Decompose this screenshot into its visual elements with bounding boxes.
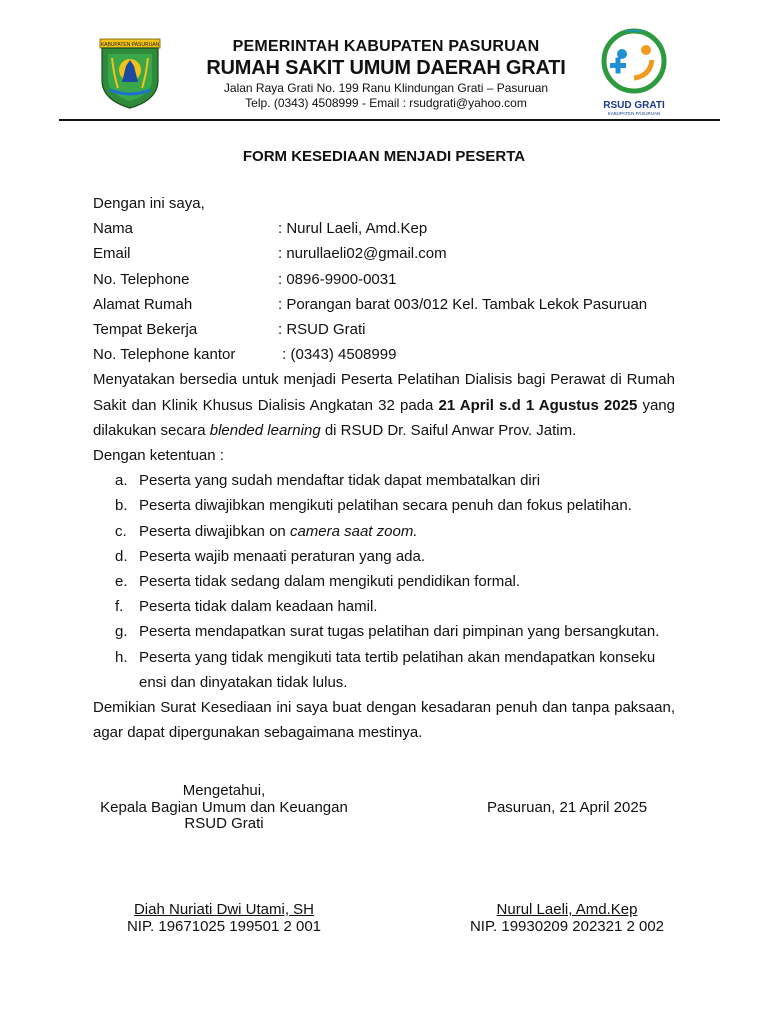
field-row-workplace xyxy=(93,317,675,342)
government-name: PEMERINTAH KABUPATEN PASURUAN xyxy=(232,38,540,55)
field-value: : Porangan barat 003/012 Kel. Tambak Lekok Pasuruan xyxy=(278,295,648,313)
list-marker: a. xyxy=(115,472,128,490)
identity-fields xyxy=(93,216,675,367)
signer-right xyxy=(456,901,678,935)
field-row-office-telephone xyxy=(93,342,675,367)
list-marker: b. xyxy=(115,497,128,515)
statement-text: Menyatakan bersedia untuk menjadi Peserta Pelatihan Dialisis bagi Perawat di Rumah Sakit dan Klinik Khusus Dialisis Angkatan 32 pada xyxy=(93,371,675,414)
svg-text:KABUPATEN PASURUAN: KABUPATEN PASURUAN xyxy=(100,42,160,48)
signer-institution: RSUD Grati xyxy=(184,815,264,832)
statement-text: yang dilakukan secara xyxy=(93,396,675,439)
list-item xyxy=(93,645,675,695)
list-item xyxy=(93,519,675,544)
terms-intro: Dengan ketentuan : xyxy=(93,447,224,465)
list-item xyxy=(93,619,675,644)
field-value: : Nurul Laeli, Amd.Kep xyxy=(278,220,428,238)
list-item-text: Peserta tidak sedang dalam mengikuti pendidikan formal. xyxy=(139,573,521,591)
field-row-telephone xyxy=(93,267,675,292)
list-marker: e. xyxy=(115,573,128,591)
field-row-address xyxy=(93,292,675,317)
list-item-text: Peserta tidak dalam keadaan hamil. xyxy=(139,598,378,616)
list-item xyxy=(93,569,675,594)
list-item xyxy=(93,468,675,493)
form-body xyxy=(93,191,675,745)
statement-paragraph xyxy=(93,367,675,443)
list-item xyxy=(93,594,675,619)
signer-nip: NIP. 19930209 202321 2 002 xyxy=(469,918,665,935)
field-row-name xyxy=(93,216,675,241)
place-date: Pasuruan, 21 April 2025 xyxy=(486,799,648,816)
signature-block-left xyxy=(84,783,364,833)
field-row-email xyxy=(93,241,675,266)
field-value: : nurullaeli02@gmail.com xyxy=(278,245,447,263)
intro-text: Dengan ini saya, xyxy=(93,195,205,212)
form-title: FORM KESEDIAAN MENJADI PESERTA xyxy=(242,148,526,165)
list-item xyxy=(93,493,675,518)
field-label: No. Telephone kantor xyxy=(93,346,236,364)
signer-nip: NIP. 19671025 199501 2 001 xyxy=(126,918,322,935)
list-item-text: Peserta mendapatkan surat tugas pelatihan dari pimpinan yang bersangkutan. xyxy=(139,623,660,641)
signer-name: Diah Nuriati Dwi Utami, SH xyxy=(133,901,315,918)
list-item-text: Peserta diwajibkan on camera saat zoom. xyxy=(139,522,418,540)
hospital-address: Jalan Raya Grati No. 199 Ranu Klindungan Grati – Pasuruan xyxy=(223,81,549,95)
list-marker: d. xyxy=(115,547,128,565)
list-marker: g. xyxy=(115,623,128,641)
signature-block-right xyxy=(456,800,678,817)
list-item-text: Peserta diwajibkan mengikuti pelatihan secara penuh dan fokus pelatihan. xyxy=(139,497,632,515)
field-label: Nama xyxy=(93,220,134,238)
statement-dates: 21 April s.d 1 Agustus 2025 xyxy=(438,396,638,414)
field-value: : RSUD Grati xyxy=(278,321,366,339)
field-label: Alamat Rumah xyxy=(93,295,193,313)
rsud-grati-logo-subtext: KABUPATEN PASURUAN xyxy=(607,111,661,116)
hospital-name: RUMAH SAKIT UMUM DAERAH GRATI xyxy=(206,57,566,79)
list-marker: f. xyxy=(115,598,124,616)
letterhead xyxy=(186,38,586,111)
signer-name: Nurul Laeli, Amd.Kep xyxy=(496,901,638,918)
field-label: No. Telephone xyxy=(93,270,190,288)
rsud-grati-logo xyxy=(596,28,672,116)
list-item-text: Peserta wajib menaati peraturan yang ada. xyxy=(139,547,426,565)
statement-method: blended learning xyxy=(209,421,321,439)
list-item xyxy=(93,544,675,569)
acknowledged-label: Mengetahui, xyxy=(182,782,266,799)
terms-list xyxy=(93,468,675,695)
regency-coat-of-arms-logo xyxy=(94,36,166,110)
closing-paragraph: Demikian Surat Kesediaan ini saya buat dengan kesadaran penuh dan tanpa paksaan, agar dapat dipergunakan sebagaimana mestinya. xyxy=(93,699,675,742)
rsud-grati-logo-text: RSUD GRATI xyxy=(603,100,665,111)
list-marker: c. xyxy=(115,522,127,540)
field-value: : (0343) 4508999 xyxy=(278,346,397,364)
list-item-text: Peserta yang sudah mendaftar tidak dapat membatalkan diri xyxy=(139,472,541,490)
field-label: Email xyxy=(93,245,131,263)
letterhead-divider xyxy=(59,119,720,121)
list-item-text: Peserta yang tidak mengikuti tata tertib pelatihan akan mendapatkan konseku ensi dan dinyatakan tidak lulus. xyxy=(139,648,656,691)
field-label: Tempat Bekerja xyxy=(93,321,198,339)
signer-left xyxy=(84,901,364,935)
signer-position: Kepala Bagian Umum dan Keuangan xyxy=(100,798,348,816)
hospital-contact: Telp. (0343) 4508999 - Email : rsudgrati@yahoo.com xyxy=(245,96,527,110)
list-marker: h. xyxy=(115,648,128,666)
statement-text: di RSUD Dr. Saiful Anwar Prov. Jatim. xyxy=(320,421,577,439)
field-value: : 0896-9900-0031 xyxy=(278,270,397,288)
